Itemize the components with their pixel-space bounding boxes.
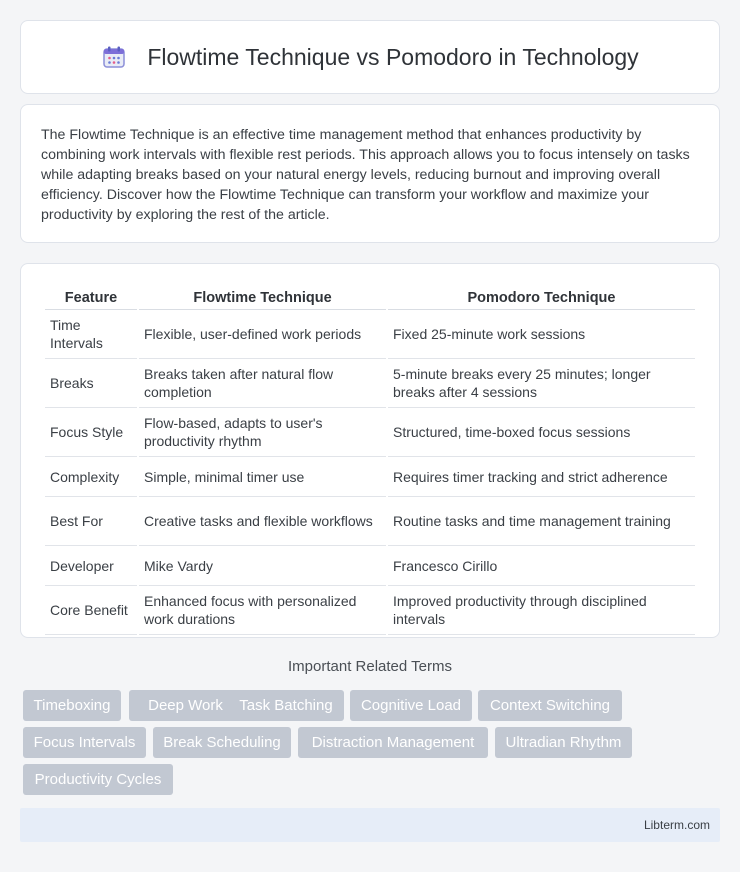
feature-cell: Core Benefit [45, 586, 137, 635]
table-row [45, 408, 695, 457]
pomodoro-cell: Structured, time-boxed focus sessions [388, 408, 695, 457]
tag-cognitive-load[interactable]: Cognitive Load [350, 690, 472, 721]
pomodoro-cell: Requires timer tracking and strict adherence [388, 457, 695, 497]
tag-deep-work[interactable]: Deep Work [129, 690, 242, 721]
feature-cell: Best For [45, 497, 137, 546]
tag-timeboxing[interactable]: Timeboxing [23, 690, 121, 721]
tag-context-switching[interactable]: Context Switching [478, 690, 622, 721]
flowtime-cell: Mike Vardy [139, 546, 386, 586]
table-row [45, 546, 695, 586]
intro-paragraph: The Flowtime Technique is an effective time management method that enhances productivity by combining work intervals with flexible rest periods. This approach allows you to focus intensely on tasks while adapting breaks based on your natural energy levels, reducing burnout and improving overall efficiency. Discover how the Flowtime Technique can transform your workflow and maximize your productivity by exploring the rest of the article. [41, 127, 690, 223]
calendar-icon [101, 44, 127, 70]
flowtime-cell: Breaks taken after natural flow completion [139, 359, 386, 408]
title-card [20, 20, 720, 94]
related-terms-heading: Important Related Terms [288, 658, 452, 675]
footer-site-link[interactable]: Libterm.com [643, 818, 710, 832]
intro-card [20, 104, 720, 243]
header-flowtime: Flowtime Technique [139, 284, 386, 310]
header-feature: Feature [45, 284, 137, 310]
tag-distraction-management[interactable]: Distraction Management [298, 727, 488, 758]
tag-ultradian-rhythm[interactable]: Ultradian Rhythm [495, 727, 632, 758]
flowtime-cell: Simple, minimal timer use [139, 457, 386, 497]
page-title: Flowtime Technique vs Pomodoro in Technology [147, 43, 639, 70]
comparison-table [43, 284, 697, 635]
flowtime-cell: Enhanced focus with personalized work durations [139, 586, 386, 635]
table-row [45, 310, 695, 359]
feature-cell: Focus Style [45, 408, 137, 457]
flowtime-cell: Creative tasks and flexible workflows [139, 497, 386, 546]
pomodoro-cell: Routine tasks and time management training [388, 497, 695, 546]
tag-task-batching[interactable]: Task Batching [228, 690, 344, 721]
flowtime-cell: Flexible, user-defined work periods [139, 310, 386, 359]
tag-focus-intervals[interactable]: Focus Intervals [23, 727, 146, 758]
feature-cell: Complexity [45, 457, 137, 497]
pomodoro-cell: Fixed 25-minute work sessions [388, 310, 695, 359]
table-row [45, 497, 695, 546]
flowtime-cell: Flow-based, adapts to user's productivity rhythm [139, 408, 386, 457]
pomodoro-cell: Improved productivity through disciplined intervals [388, 586, 695, 635]
footer [20, 808, 720, 842]
tag-productivity-cycles[interactable]: Productivity Cycles [23, 764, 173, 795]
tag-break-scheduling[interactable]: Break Scheduling [153, 727, 291, 758]
pomodoro-cell: Francesco Cirillo [388, 546, 695, 586]
comparison-card [20, 263, 720, 638]
pomodoro-cell: 5-minute breaks every 25 minutes; longer breaks after 4 sessions [388, 359, 695, 408]
feature-cell: Developer [45, 546, 137, 586]
table-row [45, 586, 695, 635]
table-row [45, 359, 695, 408]
table-row [45, 457, 695, 497]
header-pomodoro: Pomodoro Technique [388, 284, 695, 310]
table-header-row [45, 284, 695, 310]
feature-cell: Breaks [45, 359, 137, 408]
feature-cell: Time Intervals [45, 310, 137, 359]
